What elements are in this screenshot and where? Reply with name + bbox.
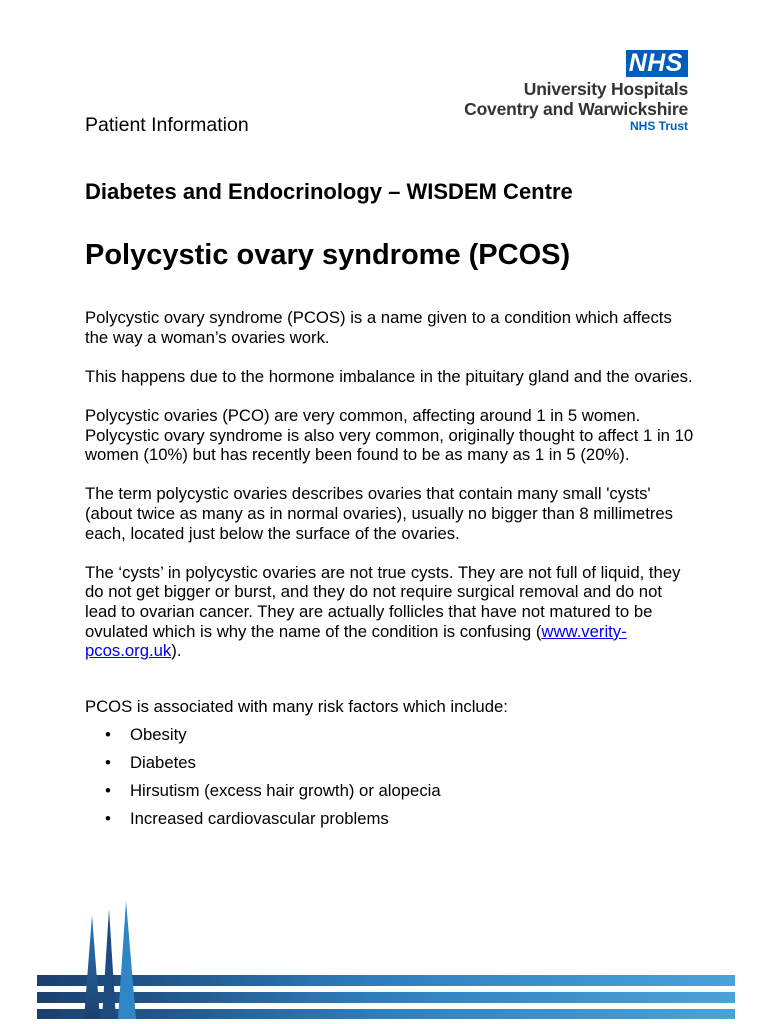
department-heading: Diabetes and Endocrinology – WISDEM Centre [85, 179, 573, 204]
bullet-icon: • [105, 781, 111, 801]
org-name-line1: University Hospitals [523, 79, 688, 99]
paragraph-hormone: This happens due to the hormone imbalance in the pituitary gland and the ovaries. [85, 366, 693, 386]
verity-link[interactable]: www.verity-pcos.org.uk [85, 621, 627, 661]
list-item [85, 809, 695, 829]
paragraph-cysts-text: The ‘cysts’ in polycystic ovaries are not true cysts. They are not full of liquid, they do not get bigger or burst, and they do not require surgical removal and do not lead to ovarian cancer. They are actually follicles that have not matured to be ovulated which is why the name of the condition is confusing ( [85, 562, 681, 641]
risk-factors-list [85, 725, 695, 829]
nhs-trust-logo [464, 50, 688, 133]
org-name-line2: Coventry and Warwickshire [464, 99, 688, 119]
bullet-icon: • [105, 809, 111, 829]
risk-factors-intro: PCOS is associated with many risk factors which include: [85, 696, 508, 716]
footer-spires-graphic [0, 895, 768, 1024]
list-item [85, 781, 695, 801]
risk-factor-text: Obesity [130, 725, 187, 745]
trust-label: NHS Trust [629, 119, 688, 133]
risk-factor-text: Diabetes [130, 753, 196, 773]
spire-right [118, 901, 136, 1019]
list-item [85, 725, 695, 745]
paragraph-intro: Polycystic ovary syndrome (PCOS) is a name given to a condition which affects the way a woman’s ovaries work. [85, 308, 672, 347]
risk-factor-text: Hirsutism (excess hair growth) or alopecia [130, 781, 441, 801]
paragraph-cysts-end: ). [171, 641, 182, 661]
page-title: Polycystic ovary syndrome (PCOS) [85, 239, 571, 271]
spire-left [84, 915, 100, 1019]
spire-middle [102, 909, 116, 1019]
risk-factor-text: Increased cardiovascular problems [130, 809, 389, 829]
document-body [85, 308, 695, 837]
bullet-icon: • [105, 753, 111, 773]
paragraph-cysts-explanation [85, 563, 695, 661]
nhs-badge: NHS [626, 50, 688, 77]
list-item [85, 753, 695, 773]
paragraph-prevalence: Polycystic ovaries (PCO) are very common, affecting around 1 in 5 women. Polycystic ovary syndrome is also very common, originally thought to affect 1 in 10 women (10%) but has recently been found to be as many as 1 in 5 (20%). [85, 405, 694, 465]
paragraph-cysts-definition: The term polycystic ovaries describes ovaries that contain many small 'cysts' (about twice as many as in normal ovaries), usually no bigger than 8 millimetres each, located just below the surface of the ovaries. [85, 484, 674, 543]
footer-band-middle [37, 992, 735, 1003]
footer-band-top [37, 975, 735, 986]
footer-band-bottom [37, 1009, 735, 1019]
patient-information-label: Patient Information [85, 114, 249, 136]
bullet-icon: • [105, 725, 111, 745]
